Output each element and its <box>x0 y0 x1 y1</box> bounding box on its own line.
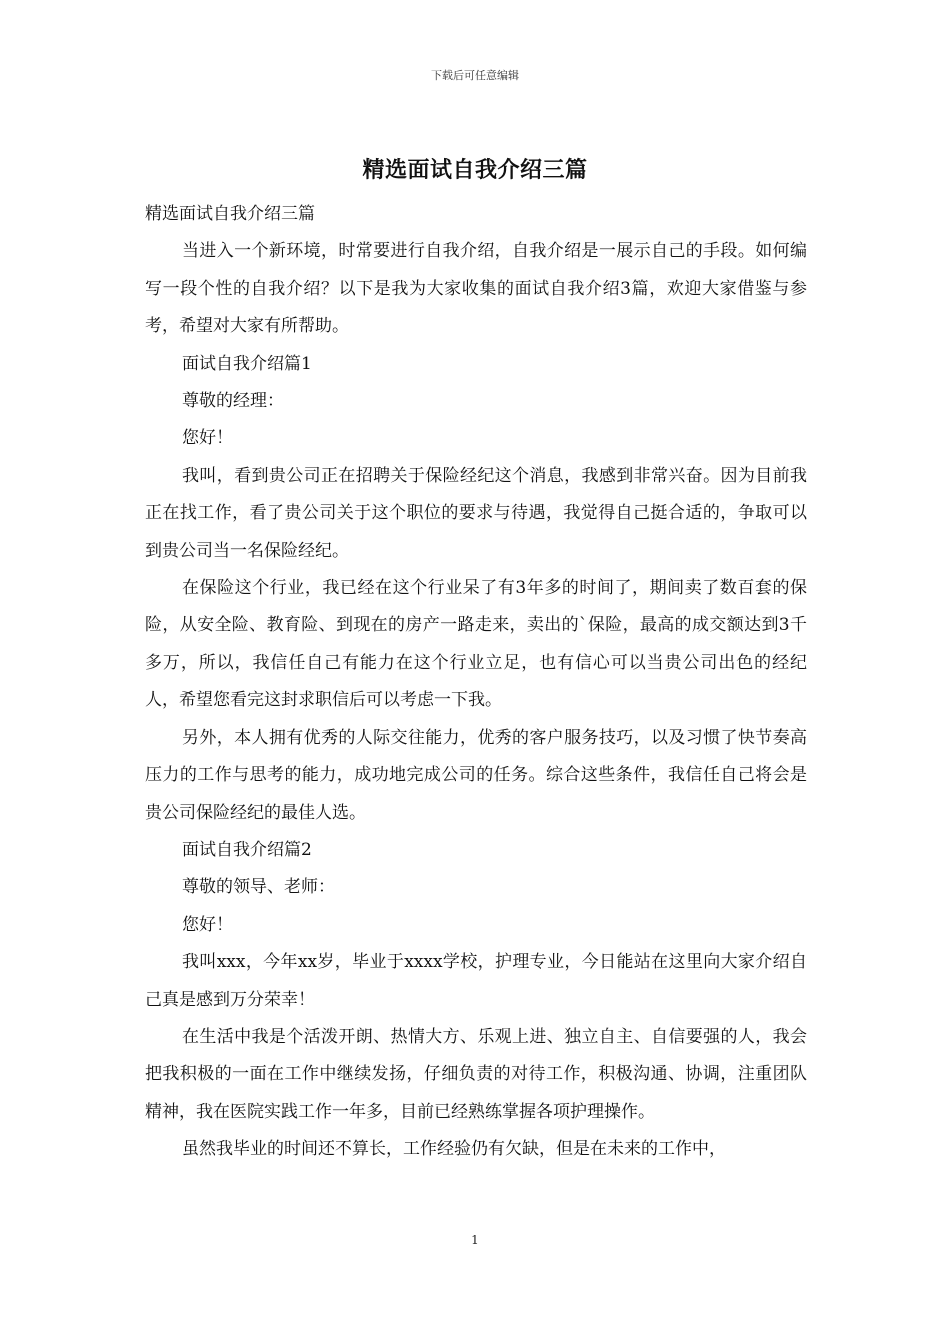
paragraph: 另外，本人拥有优秀的人际交往能力，优秀的客户服务技巧，以及习惯了快节奏高压力的工作与思考的能力，成功地完成公司的任务。综合这些条件，我信任自己将会是贵公司保险经纪的最佳人选。 <box>145 727 807 823</box>
paragraph: 虽然我毕业的时间还不算长，工作经验仍有欠缺，但是在未来的工作中， <box>182 1139 726 1160</box>
page-number: 1 <box>471 1233 479 1247</box>
section-heading-2: 面试自我介绍篇2 <box>182 839 312 860</box>
greeting-2: 您好！ <box>182 914 233 935</box>
paragraph: 我叫，看到贵公司正在招聘关于保险经纪这个消息，我感到非常兴奋。因为目前我正在找工作，看了贵公司关于这个职位的要求与待遇，我觉得自己挺合适的，争取可以到贵公司当一名保险经纪。 <box>145 465 807 561</box>
document-body <box>145 196 807 1169</box>
section-heading-1: 面试自我介绍篇1 <box>182 353 312 374</box>
document-title: 精选面试自我介绍三篇 <box>362 157 588 183</box>
paragraph: 在生活中我是个活泼开朗、热情大方、乐观上进、独立自主、自信要强的人，我会把我积极的一面在工作中继续发扬，仔细负责的对待工作，积极沟通、协调，注重团队精神，我在医院实践工作一年多，目前已经熟练掌握各项护理操作。 <box>145 1026 807 1122</box>
greeting-1: 您好！ <box>182 428 233 449</box>
paragraph-subtitle: 精选面试自我介绍三篇 <box>145 204 315 224</box>
paragraph-intro: 当进入一个新环境，时常要进行自我介绍，自我介绍是一展示自己的手段。如何编写一段个性的自我介绍？以下是我为大家收集的面试自我介绍3篇，欢迎大家借鉴与参考，希望对大家有所帮助。 <box>145 241 807 337</box>
header-note: 下载后可任意编辑 <box>431 69 519 82</box>
salutation-1: 尊敬的经理： <box>182 391 284 412</box>
paragraph: 我叫xxx，今年xx岁，毕业于xxxx学校，护理专业，今日能站在这里向大家介绍自己真是感到万分荣幸！ <box>145 952 807 1010</box>
paragraph: 在保险这个行业，我已经在这个行业呆了有3年多的时间了，期间卖了数百套的保险，从安全险、教育险、到现在的房产一路走来，卖出的`保险，最高的成交额达到3千多万，所以，我信任自己有能力在这个行业立足，也有信心可以当贵公司出色的经纪人，希望您看完这封求职信后可以考虑一下我。 <box>145 578 807 711</box>
salutation-2: 尊敬的领导、老师： <box>182 877 335 898</box>
